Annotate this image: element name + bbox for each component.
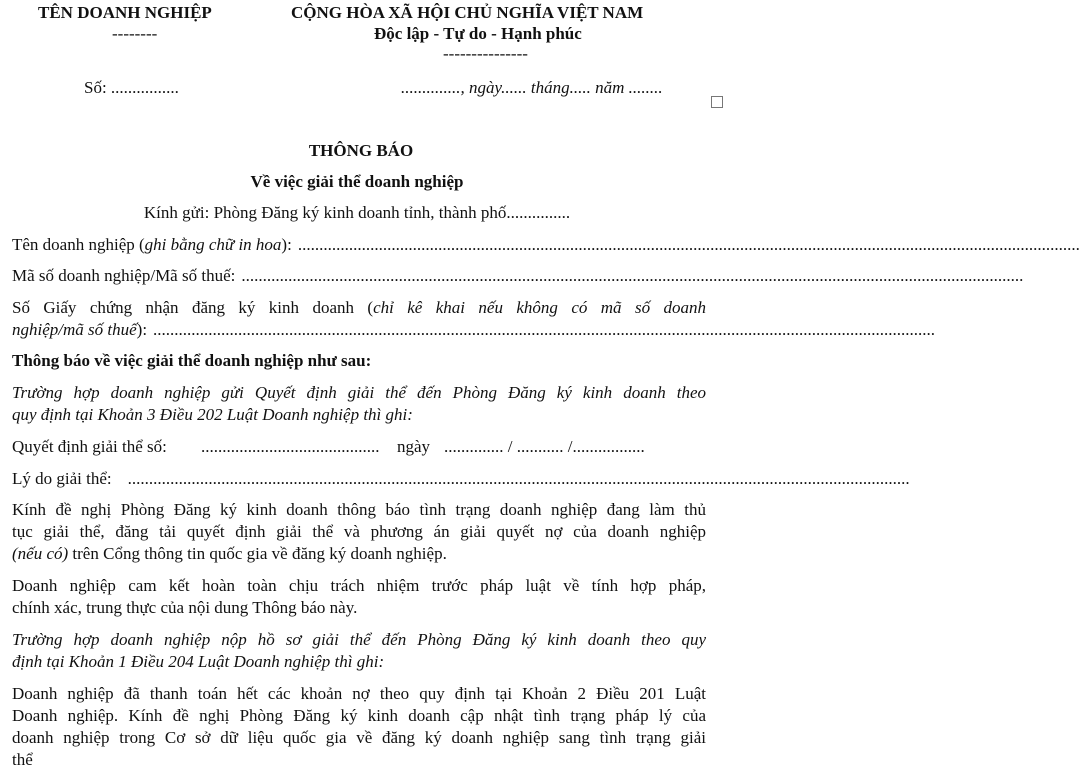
reason-dots: ........................................................................................................................................................................................ [127, 469, 910, 488]
document-number: Số: ................ [84, 78, 179, 97]
motto-dashes: --------------- [443, 44, 528, 63]
company-name-label: Tên doanh nghiệp (ghi bằng chữ in hoa): [12, 235, 292, 254]
motto: Độc lập - Tự do - Hạnh phúc [374, 24, 582, 43]
recipient-line: Kính gửi: Phòng Đăng ký kinh doanh tỉnh, thành phố............... [143, 203, 571, 222]
reason-label: Lý do giải thể: [12, 469, 112, 488]
company-header-dashes: -------- [112, 24, 158, 43]
decision-dots: .......................................... [201, 437, 380, 456]
tax-code-dots: ........................................................................................................................................................................................ [241, 266, 1024, 285]
case1-paragraph: Trường hợp doanh nghiệp gửi Quyết định giải thể đến Phòng Đăng ký kinh doanh theo quy định tại Khoản 3 Điều 202 Luật Doanh nghiệp thì ghi: [12, 383, 706, 424]
checkbox-icon [711, 96, 723, 108]
request-paragraph: Kính đề nghị Phòng Đăng ký kinh doanh thông báo tình trạng doanh nghiệp đang làm thủ tục giải thể, đăng tải quyết định giải thể và phương án giải quyết nợ của doanh nghiệp (nếu có) trên Cổng thông tin quốc gia về đăng ký doanh nghiệp. [12, 500, 706, 563]
document-subtitle: Về việc giải thể doanh nghiệp [250, 172, 464, 191]
company-name-field [12, 234, 1080, 256]
certificate-line-1: Số Giấy chứng nhận đăng ký kinh doanh (chỉ kê khai nếu không có mã số doanh [12, 298, 706, 317]
certificate-label: nghiệp/mã số thuế): [12, 320, 148, 339]
tax-code-label: Mã số doanh nghiệp/Mã số thuế: [12, 266, 236, 285]
company-name-dots: ........................................................................................................................................................................................ [297, 235, 1080, 254]
section-heading: Thông báo về việc giải thể doanh nghiệp như sau: [12, 351, 372, 370]
reason-field [12, 468, 910, 490]
certificate-field [12, 319, 936, 341]
document-title: THÔNG BÁO [308, 141, 414, 160]
case2-paragraph: Trường hợp doanh nghiệp nộp hồ sơ giải thể đến Phòng Đăng ký kinh doanh theo quy định tại Khoản 1 Điều 204 Luật Doanh nghiệp thì ghi: [12, 630, 706, 671]
commitment-paragraph: Doanh nghiệp cam kết hoàn toàn chịu trách nhiệm trước pháp luật về tính hợp pháp, chính xác, trung thực của nội dung Thông báo này. [12, 576, 706, 617]
decision-label: Quyết định giải thể số: [12, 437, 167, 456]
certificate-dots: ........................................................................................................................................................................................ [153, 320, 936, 339]
certificate-paragraph [12, 297, 706, 319]
day-label: ngày [397, 437, 431, 456]
decision-date-dots: .............. / ........... /................. [444, 437, 645, 456]
date-line: .............., ngày...... tháng..... năm ........ [401, 78, 663, 97]
republic-header: CỘNG HÒA XÃ HỘI CHỦ NGHĨA VIỆT NAM [291, 3, 644, 22]
paid-paragraph: Doanh nghiệp đã thanh toán hết các khoản nợ theo quy định tại Khoản 2 Điều 201 Luật Doanh nghiệp. Kính đề nghị Phòng Đăng ký kinh doanh cập nhật tình trạng pháp lý của doanh nghiệp trong Cơ sở dữ liệu quốc gia về đăng ký doanh nghiệp sang tình trạng giải thể [12, 684, 706, 769]
company-name-header: TÊN DOANH NGHIỆP [38, 3, 212, 22]
tax-code-field [12, 265, 1024, 287]
